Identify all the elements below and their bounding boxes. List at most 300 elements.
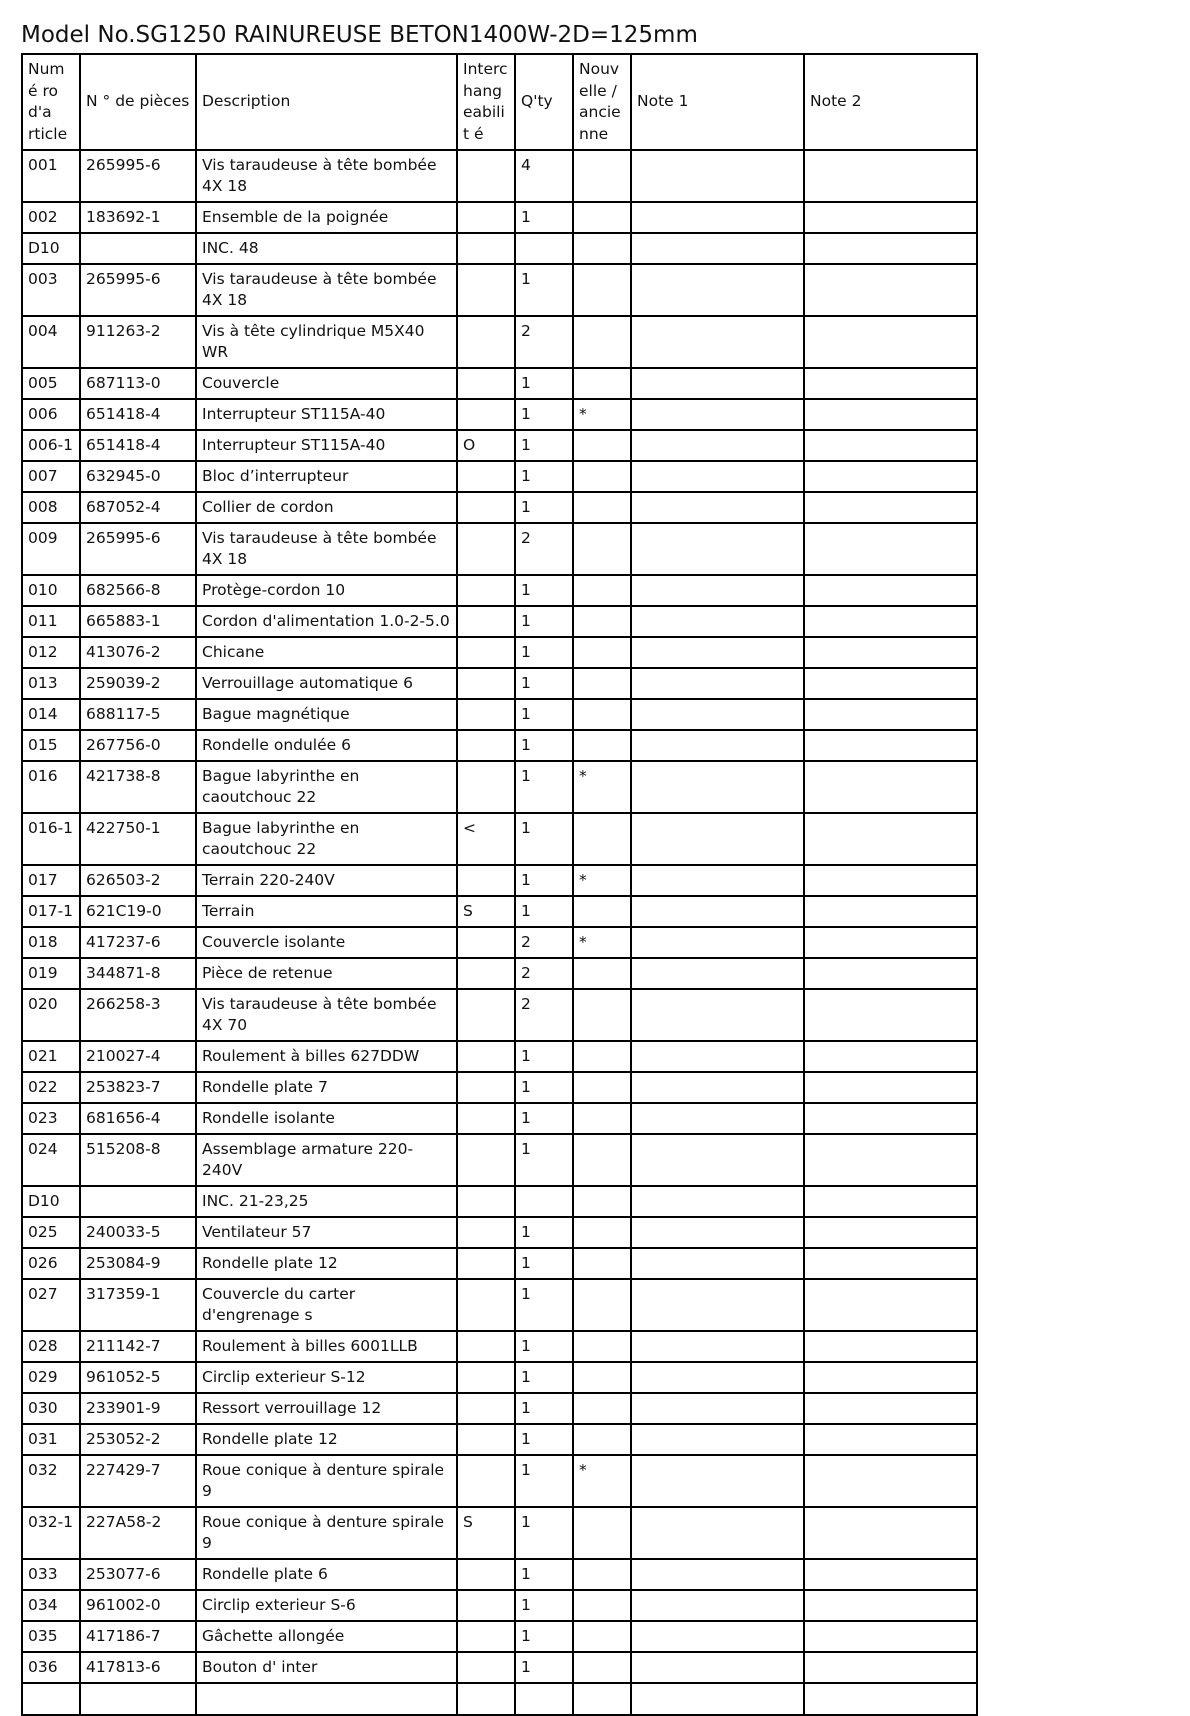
cell-interchangeability	[457, 492, 515, 523]
cell-quantity: 1	[515, 896, 573, 927]
table-row	[22, 606, 977, 637]
cell-new-old	[573, 1248, 631, 1279]
cell-new-old	[573, 368, 631, 399]
table-row	[22, 813, 977, 865]
cell-item-number: 033	[22, 1559, 80, 1590]
cell-new-old	[573, 233, 631, 264]
cell-part-number: 266258-3	[80, 989, 196, 1041]
cell-quantity: 1	[515, 1424, 573, 1455]
cell-quantity: 1	[515, 1507, 573, 1559]
cell-note-2	[804, 896, 977, 927]
cell-interchangeability	[457, 1072, 515, 1103]
cell-new-old	[573, 1424, 631, 1455]
cell-note-2	[804, 1072, 977, 1103]
empty-cell	[631, 1683, 804, 1715]
cell-new-old	[573, 430, 631, 461]
cell-interchangeability	[457, 1134, 515, 1186]
cell-note-1	[631, 1455, 804, 1507]
cell-new-old	[573, 1652, 631, 1683]
cell-quantity: 1	[515, 1393, 573, 1424]
cell-note-1	[631, 1362, 804, 1393]
cell-item-number: 011	[22, 606, 80, 637]
cell-interchangeability	[457, 668, 515, 699]
cell-interchangeability	[457, 1248, 515, 1279]
cell-interchangeability	[457, 1331, 515, 1362]
cell-description: Terrain 220-240V	[196, 865, 457, 896]
cell-description: Assemblage armature 220-240V	[196, 1134, 457, 1186]
cell-new-old	[573, 461, 631, 492]
table-row	[22, 1103, 977, 1134]
cell-interchangeability	[457, 523, 515, 575]
cell-description: Circlip exterieur S-12	[196, 1362, 457, 1393]
cell-description: Roue conique à denture spirale 9	[196, 1455, 457, 1507]
cell-quantity: 1	[515, 1103, 573, 1134]
cell-note-1	[631, 813, 804, 865]
cell-item-number: 013	[22, 668, 80, 699]
cell-interchangeability	[457, 233, 515, 264]
cell-interchangeability	[457, 1279, 515, 1331]
cell-note-2	[804, 606, 977, 637]
cell-description: Cordon d'alimentation 1.0-2-5.0	[196, 606, 457, 637]
cell-quantity: 1	[515, 699, 573, 730]
cell-interchangeability	[457, 730, 515, 761]
cell-description: Rondelle plate 6	[196, 1559, 457, 1590]
table-row	[22, 730, 977, 761]
cell-interchangeability	[457, 1621, 515, 1652]
cell-interchangeability	[457, 761, 515, 813]
cell-interchangeability	[457, 1590, 515, 1621]
cell-interchangeability	[457, 264, 515, 316]
table-row	[22, 492, 977, 523]
cell-item-number: 003	[22, 264, 80, 316]
cell-new-old: *	[573, 761, 631, 813]
cell-new-old	[573, 1559, 631, 1590]
cell-interchangeability	[457, 1455, 515, 1507]
cell-new-old	[573, 699, 631, 730]
cell-part-number: 253077-6	[80, 1559, 196, 1590]
cell-interchangeability: O	[457, 430, 515, 461]
cell-new-old	[573, 1621, 631, 1652]
cell-description: Rondelle plate 7	[196, 1072, 457, 1103]
cell-new-old	[573, 989, 631, 1041]
cell-quantity: 1	[515, 1331, 573, 1362]
cell-description: Bouton d' inter	[196, 1652, 457, 1683]
empty-cell	[457, 1683, 515, 1715]
cell-part-number: 253052-2	[80, 1424, 196, 1455]
cell-part-number: 687052-4	[80, 492, 196, 523]
cell-part-number: 682566-8	[80, 575, 196, 606]
cell-note-1	[631, 399, 804, 430]
cell-note-2	[804, 399, 977, 430]
cell-item-number: 034	[22, 1590, 80, 1621]
cell-quantity: 1	[515, 1072, 573, 1103]
cell-interchangeability	[457, 637, 515, 668]
cell-note-1	[631, 865, 804, 896]
table-row	[22, 1590, 977, 1621]
empty-cell	[196, 1683, 457, 1715]
cell-description: Verrouillage automatique 6	[196, 668, 457, 699]
cell-part-number: 665883-1	[80, 606, 196, 637]
cell-interchangeability	[457, 1393, 515, 1424]
cell-quantity: 1	[515, 1134, 573, 1186]
cell-description: Vis taraudeuse à tête bombée 4X 70	[196, 989, 457, 1041]
cell-quantity: 2	[515, 958, 573, 989]
cell-part-number: 211142-7	[80, 1331, 196, 1362]
cell-part-number	[80, 233, 196, 264]
cell-note-2	[804, 927, 977, 958]
cell-quantity	[515, 233, 573, 264]
cell-new-old	[573, 150, 631, 202]
cell-quantity: 1	[515, 1455, 573, 1507]
cell-part-number: 417237-6	[80, 927, 196, 958]
cell-interchangeability	[457, 150, 515, 202]
header-description: Description	[196, 54, 457, 150]
cell-note-2	[804, 264, 977, 316]
cell-quantity: 1	[515, 202, 573, 233]
cell-new-old	[573, 730, 631, 761]
cell-quantity: 1	[515, 761, 573, 813]
header-part-number: N ° de pièces	[80, 54, 196, 150]
empty-cell	[515, 1683, 573, 1715]
cell-description: Rondelle isolante	[196, 1103, 457, 1134]
cell-new-old	[573, 1041, 631, 1072]
cell-item-number: 017	[22, 865, 80, 896]
cell-note-2	[804, 958, 977, 989]
table-row	[22, 202, 977, 233]
cell-interchangeability	[457, 958, 515, 989]
cell-note-1	[631, 927, 804, 958]
cell-note-2	[804, 813, 977, 865]
cell-note-2	[804, 668, 977, 699]
cell-description: Chicane	[196, 637, 457, 668]
cell-interchangeability	[457, 1217, 515, 1248]
cell-note-2	[804, 233, 977, 264]
cell-interchangeability	[457, 1559, 515, 1590]
cell-quantity: 1	[515, 1279, 573, 1331]
cell-item-number: 031	[22, 1424, 80, 1455]
cell-part-number: 421738-8	[80, 761, 196, 813]
cell-description: Protège-cordon 10	[196, 575, 457, 606]
cell-note-2	[804, 1559, 977, 1590]
table-row-empty	[22, 1683, 977, 1715]
table-row	[22, 699, 977, 730]
header-new-old: Nouv elle / ancie nne	[573, 54, 631, 150]
cell-part-number: 344871-8	[80, 958, 196, 989]
table-row	[22, 761, 977, 813]
cell-item-number: 024	[22, 1134, 80, 1186]
cell-note-1	[631, 1217, 804, 1248]
cell-description: Rondelle plate 12	[196, 1248, 457, 1279]
cell-new-old	[573, 575, 631, 606]
cell-quantity: 1	[515, 606, 573, 637]
cell-item-number: 012	[22, 637, 80, 668]
cell-note-1	[631, 637, 804, 668]
cell-interchangeability	[457, 575, 515, 606]
cell-item-number: 020	[22, 989, 80, 1041]
table-row	[22, 1331, 977, 1362]
cell-part-number: 413076-2	[80, 637, 196, 668]
cell-quantity: 1	[515, 865, 573, 896]
cell-description: Rondelle plate 12	[196, 1424, 457, 1455]
cell-note-1	[631, 896, 804, 927]
cell-note-2	[804, 1331, 977, 1362]
cell-item-number: 017-1	[22, 896, 80, 927]
cell-part-number: 688117-5	[80, 699, 196, 730]
cell-part-number: 911263-2	[80, 316, 196, 368]
table-row	[22, 1279, 977, 1331]
table-row	[22, 1621, 977, 1652]
table-row	[22, 668, 977, 699]
cell-note-1	[631, 1559, 804, 1590]
cell-note-1	[631, 606, 804, 637]
table-row	[22, 1455, 977, 1507]
cell-description: Ensemble de la poignée	[196, 202, 457, 233]
cell-note-2	[804, 1041, 977, 1072]
cell-new-old	[573, 1134, 631, 1186]
cell-interchangeability	[457, 399, 515, 430]
cell-part-number: 417813-6	[80, 1652, 196, 1683]
cell-note-2	[804, 1424, 977, 1455]
cell-note-1	[631, 1331, 804, 1362]
cell-note-1	[631, 1590, 804, 1621]
cell-description: Roulement à billes 627DDW	[196, 1041, 457, 1072]
table-row	[22, 233, 977, 264]
cell-part-number: 267756-0	[80, 730, 196, 761]
page-title: Model No.SG1250 RAINUREUSE BETON1400W-2D=125mm	[21, 22, 698, 48]
cell-item-number: 010	[22, 575, 80, 606]
cell-item-number: 009	[22, 523, 80, 575]
cell-description: Bague magnétique	[196, 699, 457, 730]
table-row	[22, 1041, 977, 1072]
table-row	[22, 958, 977, 989]
cell-quantity: 1	[515, 1041, 573, 1072]
cell-item-number: 025	[22, 1217, 80, 1248]
cell-description: Interrupteur ST115A-40	[196, 399, 457, 430]
cell-quantity: 1	[515, 1559, 573, 1590]
cell-new-old	[573, 264, 631, 316]
cell-item-number: 023	[22, 1103, 80, 1134]
cell-note-2	[804, 637, 977, 668]
table-row	[22, 1248, 977, 1279]
cell-new-old	[573, 813, 631, 865]
cell-part-number: 183692-1	[80, 202, 196, 233]
cell-new-old	[573, 202, 631, 233]
cell-note-2	[804, 989, 977, 1041]
cell-item-number: 014	[22, 699, 80, 730]
cell-quantity: 1	[515, 492, 573, 523]
cell-item-number: 002	[22, 202, 80, 233]
cell-note-2	[804, 316, 977, 368]
cell-quantity: 1	[515, 1652, 573, 1683]
cell-item-number: 006-1	[22, 430, 80, 461]
cell-new-old	[573, 896, 631, 927]
empty-cell	[573, 1683, 631, 1715]
cell-interchangeability: S	[457, 896, 515, 927]
table-row	[22, 989, 977, 1041]
cell-item-number: 016-1	[22, 813, 80, 865]
table-row	[22, 896, 977, 927]
empty-cell	[804, 1683, 977, 1715]
cell-part-number: 240033-5	[80, 1217, 196, 1248]
cell-note-2	[804, 1393, 977, 1424]
cell-part-number: 317359-1	[80, 1279, 196, 1331]
cell-note-1	[631, 430, 804, 461]
cell-item-number: 018	[22, 927, 80, 958]
cell-new-old	[573, 1072, 631, 1103]
cell-note-2	[804, 461, 977, 492]
cell-part-number: 227A58-2	[80, 1507, 196, 1559]
cell-description: Gâchette allongée	[196, 1621, 457, 1652]
cell-description: Vis taraudeuse à tête bombée 4X 18	[196, 264, 457, 316]
cell-item-number: 032	[22, 1455, 80, 1507]
cell-note-1	[631, 1393, 804, 1424]
cell-quantity: 1	[515, 461, 573, 492]
cell-item-number: 021	[22, 1041, 80, 1072]
cell-interchangeability	[457, 606, 515, 637]
cell-new-old: *	[573, 865, 631, 896]
cell-interchangeability	[457, 1362, 515, 1393]
cell-new-old	[573, 1393, 631, 1424]
cell-description: Couvercle isolante	[196, 927, 457, 958]
cell-note-1	[631, 1186, 804, 1217]
cell-interchangeability	[457, 989, 515, 1041]
cell-note-1	[631, 958, 804, 989]
cell-part-number: 515208-8	[80, 1134, 196, 1186]
table-row	[22, 865, 977, 896]
cell-note-1	[631, 1103, 804, 1134]
cell-quantity: 2	[515, 316, 573, 368]
table-row	[22, 399, 977, 430]
table-row	[22, 927, 977, 958]
cell-note-1	[631, 730, 804, 761]
cell-quantity: 1	[515, 637, 573, 668]
cell-note-2	[804, 1590, 977, 1621]
cell-note-1	[631, 1507, 804, 1559]
cell-note-2	[804, 1248, 977, 1279]
cell-note-1	[631, 668, 804, 699]
cell-description: Bloc d’interrupteur	[196, 461, 457, 492]
cell-part-number: 265995-6	[80, 523, 196, 575]
cell-interchangeability	[457, 461, 515, 492]
cell-description: Roulement à billes 6001LLB	[196, 1331, 457, 1362]
cell-part-number: 233901-9	[80, 1393, 196, 1424]
header-quantity: Q'ty	[515, 54, 573, 150]
cell-note-1	[631, 523, 804, 575]
cell-new-old: *	[573, 927, 631, 958]
cell-description: Rondelle ondulée 6	[196, 730, 457, 761]
cell-item-number: D10	[22, 1186, 80, 1217]
table-row	[22, 461, 977, 492]
cell-new-old	[573, 606, 631, 637]
cell-new-old	[573, 523, 631, 575]
cell-quantity: 1	[515, 264, 573, 316]
cell-part-number: 651418-4	[80, 430, 196, 461]
cell-description: Terrain	[196, 896, 457, 927]
cell-part-number: 253084-9	[80, 1248, 196, 1279]
cell-note-1	[631, 699, 804, 730]
cell-note-1	[631, 202, 804, 233]
cell-description: Bague labyrinthe en caoutchouc 22	[196, 813, 457, 865]
cell-note-2	[804, 430, 977, 461]
cell-description: Interrupteur ST115A-40	[196, 430, 457, 461]
cell-item-number: 019	[22, 958, 80, 989]
table-row	[22, 523, 977, 575]
cell-note-2	[804, 1134, 977, 1186]
cell-note-1	[631, 492, 804, 523]
cell-new-old	[573, 1590, 631, 1621]
cell-note-1	[631, 1248, 804, 1279]
cell-part-number: 687113-0	[80, 368, 196, 399]
cell-quantity: 4	[515, 150, 573, 202]
cell-description: Vis taraudeuse à tête bombée 4X 18	[196, 523, 457, 575]
cell-quantity: 1	[515, 1590, 573, 1621]
table-row	[22, 1362, 977, 1393]
cell-description: Pièce de retenue	[196, 958, 457, 989]
cell-part-number: 422750-1	[80, 813, 196, 865]
cell-note-2	[804, 1103, 977, 1134]
cell-note-1	[631, 1041, 804, 1072]
cell-interchangeability	[457, 1186, 515, 1217]
cell-note-1	[631, 368, 804, 399]
cell-new-old	[573, 1331, 631, 1362]
cell-note-2	[804, 1186, 977, 1217]
cell-new-old	[573, 958, 631, 989]
cell-part-number: 651418-4	[80, 399, 196, 430]
table-row	[22, 575, 977, 606]
cell-item-number: 004	[22, 316, 80, 368]
cell-note-2	[804, 730, 977, 761]
cell-quantity: 1	[515, 1217, 573, 1248]
empty-cell	[80, 1683, 196, 1715]
cell-part-number: 626503-2	[80, 865, 196, 896]
cell-part-number: 265995-6	[80, 264, 196, 316]
parts-table	[21, 53, 978, 1716]
cell-new-old	[573, 668, 631, 699]
cell-note-2	[804, 492, 977, 523]
cell-new-old: *	[573, 1455, 631, 1507]
cell-description: Ressort verrouillage 12	[196, 1393, 457, 1424]
cell-new-old	[573, 1217, 631, 1248]
cell-item-number: 028	[22, 1331, 80, 1362]
cell-description: INC. 48	[196, 233, 457, 264]
cell-part-number: 227429-7	[80, 1455, 196, 1507]
cell-new-old	[573, 1279, 631, 1331]
header-interchangeability: Interc hang eabilit é	[457, 54, 515, 150]
table-row	[22, 150, 977, 202]
cell-item-number: 022	[22, 1072, 80, 1103]
cell-item-number: 036	[22, 1652, 80, 1683]
cell-new-old	[573, 1186, 631, 1217]
table-row	[22, 637, 977, 668]
cell-part-number: 417186-7	[80, 1621, 196, 1652]
cell-description: Vis taraudeuse à tête bombée 4X 18	[196, 150, 457, 202]
cell-quantity: 1	[515, 575, 573, 606]
table-row	[22, 1507, 977, 1559]
cell-note-2	[804, 202, 977, 233]
cell-note-1	[631, 989, 804, 1041]
cell-part-number: 632945-0	[80, 461, 196, 492]
table-row	[22, 1393, 977, 1424]
cell-item-number: 030	[22, 1393, 80, 1424]
cell-part-number: 259039-2	[80, 668, 196, 699]
cell-description: Roue conique à denture spirale 9	[196, 1507, 457, 1559]
cell-part-number: 961002-0	[80, 1590, 196, 1621]
cell-note-2	[804, 1652, 977, 1683]
cell-item-number: 026	[22, 1248, 80, 1279]
cell-interchangeability	[457, 202, 515, 233]
cell-note-1	[631, 1134, 804, 1186]
table-row	[22, 1652, 977, 1683]
